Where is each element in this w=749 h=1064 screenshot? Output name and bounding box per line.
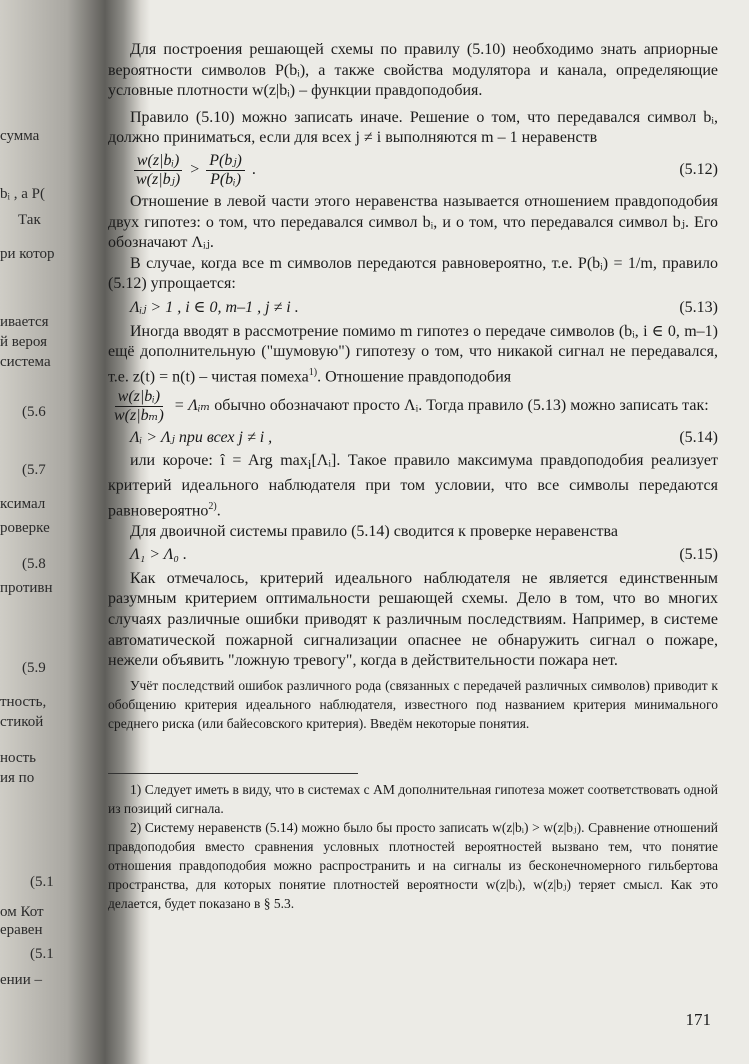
page-body — [108, 40, 718, 913]
facing-fragment: (5.1 — [30, 946, 54, 962]
equation-number: (5.15) — [679, 546, 718, 564]
facing-fragment: й вероя — [0, 334, 48, 350]
equation-5-15: Λ₁ > Λ₀ . (5.15) — [130, 545, 718, 566]
facing-fragment: система — [0, 354, 51, 370]
likelihood-ratio-fraction: $\frac{\text{w(z|bᵢ)}}{\text{w(z|bₘ)}}$ — [114, 387, 164, 424]
facing-fragment: bᵢ , a P( — [0, 186, 45, 202]
paragraph-1: Для построения решающей схемы по правилу (5.10) необходимо знать априорные вероятности символов P(bᵢ), а также свойства модулятора и канала, определяющие условные плотности w(z|bᵢ) – функции правдоподобия. — [108, 41, 718, 100]
facing-fragment: (5.8 — [22, 556, 46, 572]
facing-page-edge — [0, 0, 80, 1064]
footnote-divider — [108, 773, 358, 774]
facing-fragment: (5.1 — [30, 874, 54, 890]
paragraph-10: Учёт последствий ошибок различного рода (связанных с передачей различных символов) приводит к обобщению критерия идеального наблюдателя, известного под названием критерия минимального среднего риска (или байесовского критерия). Введём некоторые понятия. — [108, 677, 718, 731]
facing-fragment: стикой — [0, 714, 44, 730]
facing-fragment: противн — [0, 580, 53, 596]
equation-5-12: $\frac{\text{w(z|bᵢ)}}{\text{w(z|bⱼ)}}$ > $\frac{\text{P(bⱼ)}}{\text{P(bᵢ)}}$ . (5.12) — [130, 152, 718, 189]
facing-fragment: (5.9 — [22, 660, 46, 676]
footnotes — [108, 780, 718, 913]
facing-fragment: ность — [0, 750, 36, 766]
facing-fragment: (5.7 — [22, 462, 46, 478]
facing-fragment: ри котор — [0, 246, 55, 262]
paragraph-6: $\frac{\text{w(z|bᵢ)}}{\text{w(z|bₘ)}}$ = Λᵢₘ обычно обозначают просто Λᵢ. Тогда правило (5.13) можно записать так: — [108, 388, 718, 425]
footnote-2: 2) Систему неравенств (5.14) можно было бы просто записать w(z|bᵢ) > w(z|bⱼ). Сравнение отношений правдоподобия вместо сравнения условных плотностей вероятностей вызвано тем, что понятие отношения правдоподобия можно распространить и на сигналы из бесконечномерного гильбертова пространства, для которых понятие плотностей вероятности w(z|bᵢ), w(z|bⱼ) теряет смысл. Как это делается, будет показано в § 5.3. — [108, 819, 718, 911]
facing-fragment: (5.6 — [22, 404, 46, 420]
footnote-1: 1) Следует иметь в виду, что в системах с АМ дополнительная гипотеза может соответствовать одной из позиций сигнала. — [108, 781, 718, 816]
paragraph-2: Правило (5.10) можно записать иначе. Решение о том, что передавался символ bᵢ, должно приниматься, если для всех j ≠ i выполняются m – 1 неравенств — [108, 108, 718, 147]
prior-fraction: $\frac{\text{P(bⱼ)}}{\text{P(bᵢ)}}$ — [206, 152, 245, 189]
facing-fragment: тность, — [0, 694, 47, 710]
facing-fragment: ксимал — [0, 496, 46, 512]
page-number: 171 — [685, 1010, 711, 1029]
equation-number: (5.13) — [679, 298, 718, 316]
facing-fragment: еравен — [0, 922, 43, 938]
facing-fragment: роверке — [0, 520, 50, 536]
facing-fragment: Так — [18, 212, 41, 228]
likelihood-fraction: $\frac{\text{w(z|bᵢ)}}{\text{w(z|bⱼ)}}$ — [133, 152, 183, 189]
equation-number: (5.14) — [679, 428, 718, 446]
paragraph-5: Иногда вводят в рассмотрение помимо m гипотез о передаче символов (bᵢ, i ∈ 0, m–1) ещё дополнительную ("шумовую") гипотезу о том, что никакой сигнал не передавался, т.е. z(t) = n(t) – чистая помеха$^{1)}$. Отношение правдоподобия — [108, 322, 718, 386]
facing-fragment: ивается — [0, 314, 49, 330]
facing-fragment: ении – — [0, 972, 42, 988]
paragraph-7: или короче: î = Arg $\max_i[\Lambda ᵢ]$. Такое правило максимума правдоподобия реализует критерий идеального наблюдателя при том условии, что все символы передаются равновероятно$^{2)}$. — [108, 452, 719, 519]
facing-fragment: сумма — [0, 128, 40, 144]
paragraph-3: Отношение в левой части этого неравенства называется отношением правдоподобия двух гипотез: о том, что передавался символ bᵢ, и о том, что передавался символ bⱼ. Его обозначают Λᵢⱼ. — [108, 192, 718, 252]
paragraph-9: Как отмечалось, критерий идеального наблюдателя не является единственным разумным критерием оптимальности решающей схемы. Дело в том, что во многих случаях различные ошибки приводят к различным последствиям. Например, в системе автоматической пожарной сигнализации опаснее не обнаружить сигнал о пожаре, нежели объявить "ложную тревогу", когда в действительности пожара нет. — [108, 569, 718, 670]
equation-5-13: Λᵢⱼ > 1 , i ∈ 0, m–1 , j ≠ i . (5.13) — [130, 298, 718, 319]
paragraph-8: Для двоичной системы правило (5.14) сводится к проверке неравенства — [130, 522, 618, 540]
paragraph-4: В случае, когда все m символов передаются равновероятно, т.е. P(bᵢ) = 1/m, правило (5.12) упрощается: — [108, 254, 718, 293]
facing-fragment: ия по — [0, 770, 35, 786]
equation-number: (5.12) — [679, 161, 718, 179]
equation-5-14: Λᵢ > Λⱼ при всех j ≠ i , (5.14) — [130, 428, 718, 449]
facing-fragment: ом Кот — [0, 904, 44, 920]
